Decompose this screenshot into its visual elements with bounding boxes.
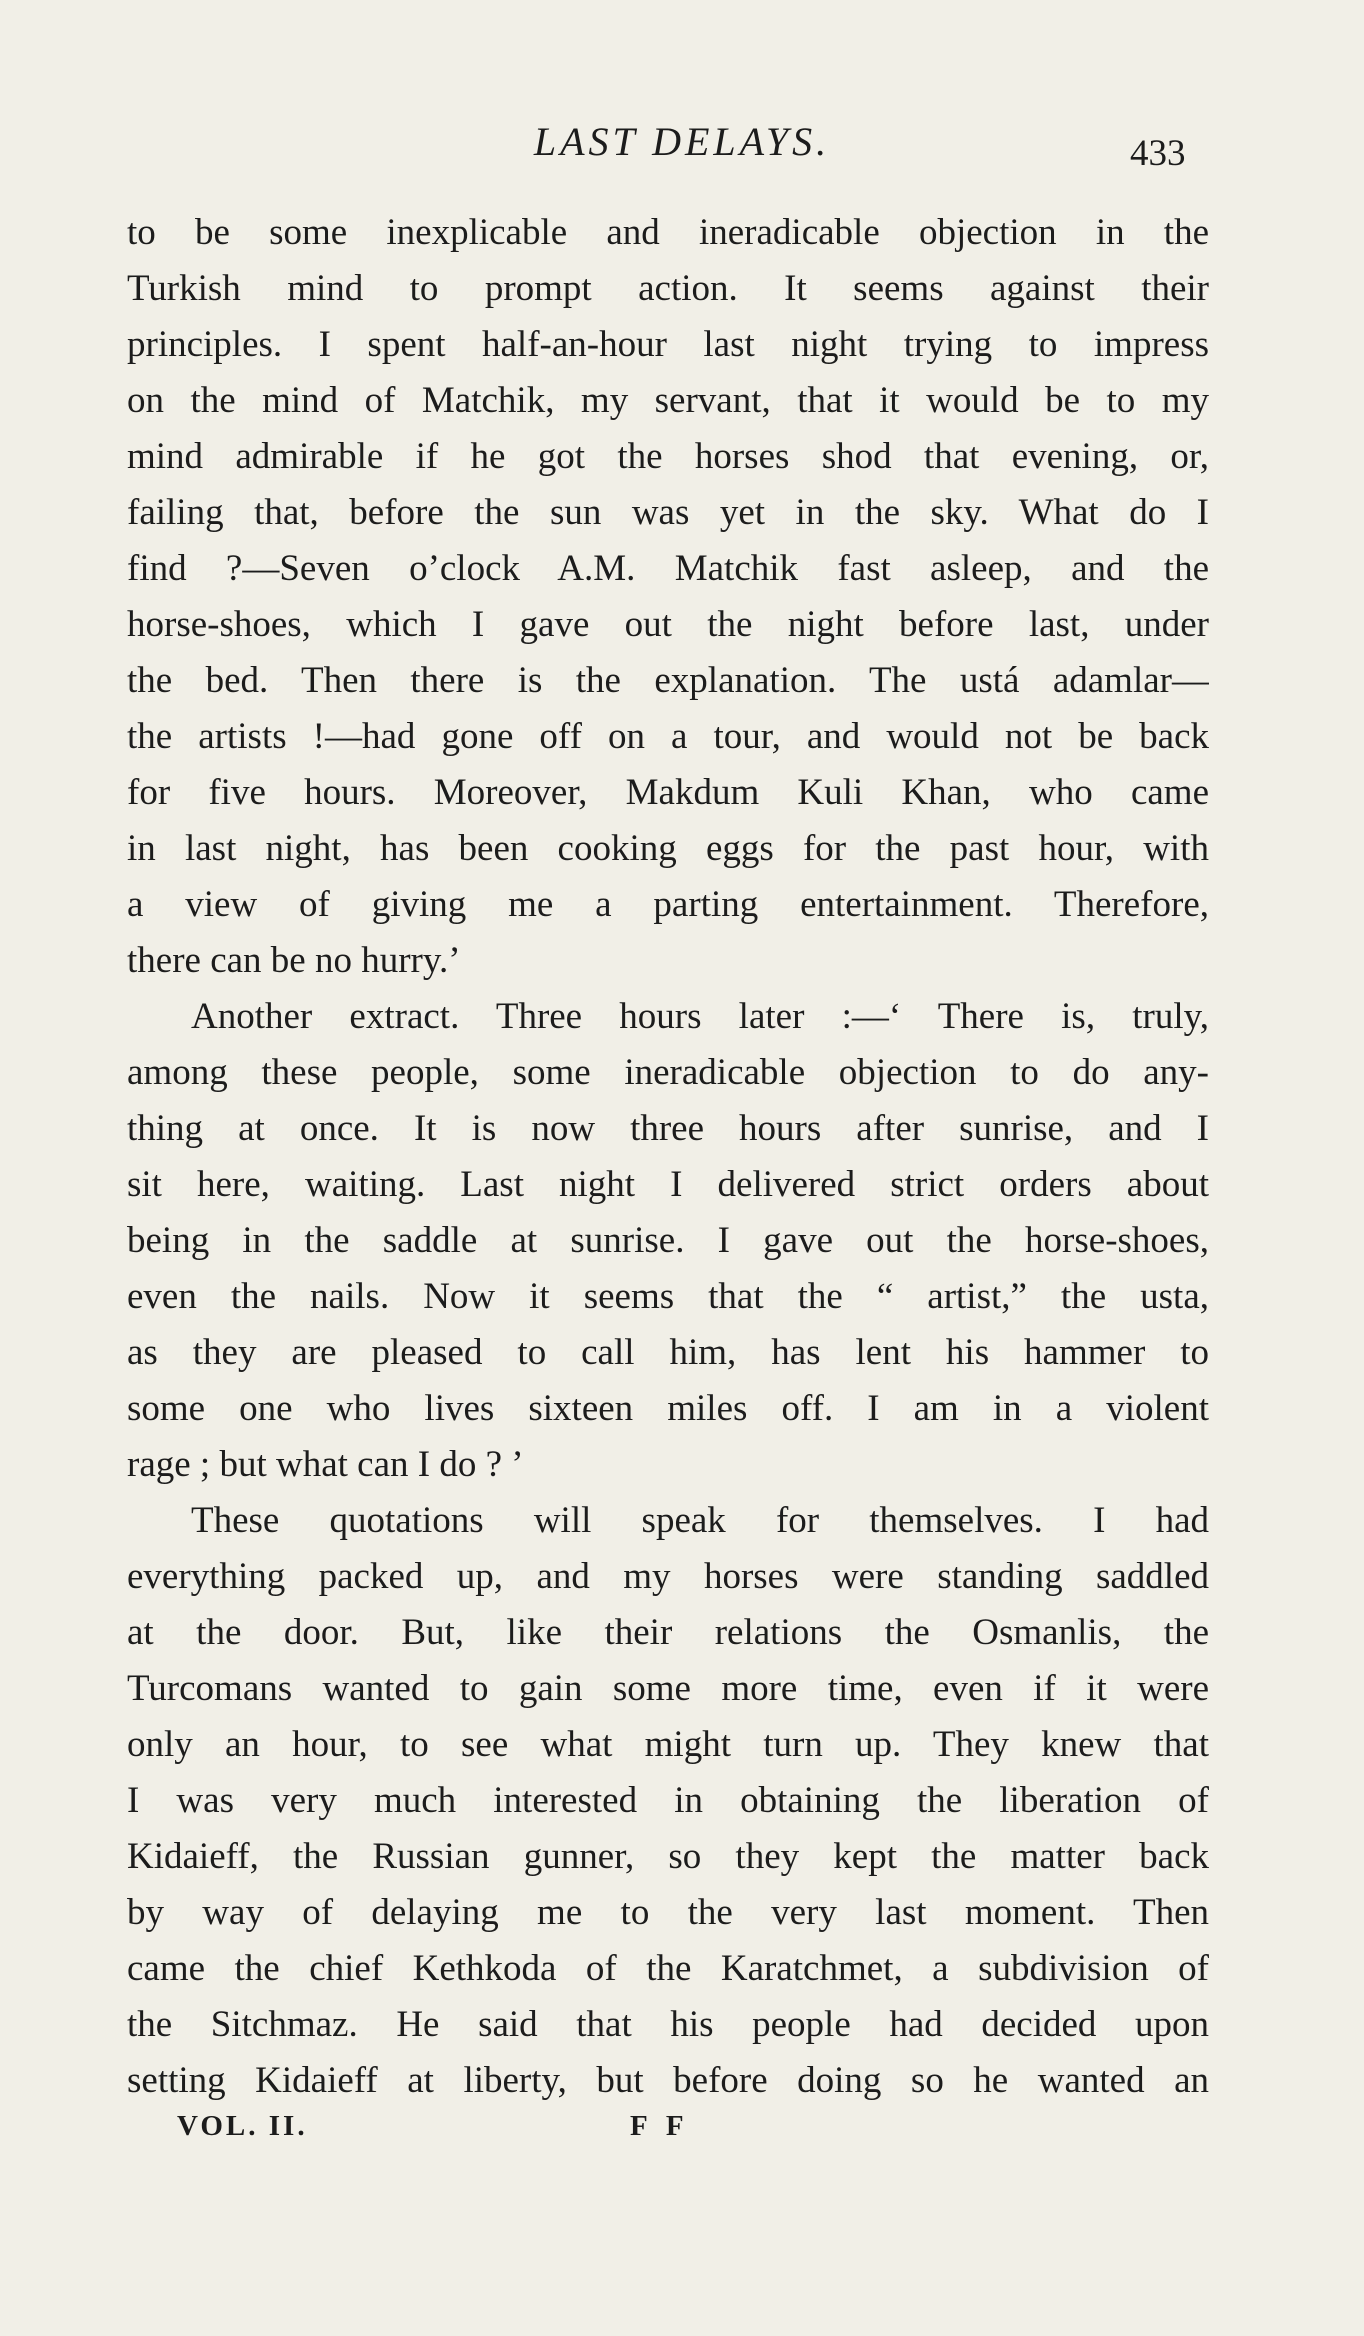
text-line: the bed. Then there is the explanation. The ustá adamlar— (127, 660, 1209, 701)
body-text (127, 205, 1209, 2109)
text-line: a view of giving me a parting entertainment. Therefore, (127, 884, 1209, 925)
text-line: mind admirable if he got the horses shod that evening, or, (127, 436, 1209, 477)
text-line: to be some inexplicable and ineradicable objection in the (127, 212, 1209, 253)
page-number: 433 (1130, 133, 1186, 174)
text-line: at the door. But, like their relations the Osmanlis, the (127, 1612, 1209, 1653)
text-line: These quotations will speak for themselves. I had (191, 1500, 1209, 1541)
text-line: find ?—Seven o’clock A.M. Matchik fast asleep, and the (127, 548, 1209, 589)
text-line: even the nails. Now it seems that the “ artist,” the usta, (127, 1276, 1209, 1317)
text-line: thing at once. It is now three hours after sunrise, and I (127, 1108, 1209, 1149)
text-line: for five hours. Moreover, Makdum Kuli Khan, who came (127, 772, 1209, 813)
text-line: Turcomans wanted to gain some more time, even if it were (127, 1668, 1209, 1709)
text-line: the Sitchmaz. He said that his people had decided upon (127, 2004, 1209, 2045)
text-line: failing that, before the sun was yet in the sky. What do I (127, 492, 1209, 533)
text-line: Kidaieff, the Russian gunner, so they kept the matter back (127, 1836, 1209, 1877)
text-line: among these people, some ineradicable objection to do any- (127, 1052, 1209, 1093)
text-line: by way of delaying me to the very last moment. Then (127, 1892, 1209, 1933)
text-line: in last night, has been cooking eggs for the past hour, with (127, 828, 1209, 869)
text-line: the artists !—had gone off on a tour, and would not be back (127, 716, 1209, 757)
text-line: everything packed up, and my horses were standing saddled (127, 1556, 1209, 1597)
running-title: LAST DELAYS. (533, 119, 831, 164)
text-line: horse-shoes, which I gave out the night before last, under (127, 604, 1209, 645)
text-line: being in the saddle at sunrise. I gave out the horse-shoes, (127, 1220, 1209, 1261)
text-line: as they are pleased to call him, has lent his hammer to (127, 1332, 1209, 1373)
text-line: Turkish mind to prompt action. It seems against their (127, 268, 1209, 309)
text-line: sit here, waiting. Last night I delivered strict orders about (127, 1164, 1209, 1205)
text-line: there can be no hurry.’ (127, 940, 461, 981)
text-line: came the chief Kethkoda of the Karatchmet, a subdivision of (127, 1948, 1209, 1989)
signature-mark: F F (630, 2110, 690, 2142)
text-line: only an hour, to see what might turn up. They knew that (127, 1724, 1209, 1765)
text-line: principles. I spent half-an-hour last night trying to impress (127, 324, 1209, 365)
text-line: rage ; but what can I do ? ’ (127, 1444, 524, 1485)
text-line: some one who lives sixteen miles off. I am in a violent (127, 1388, 1209, 1429)
text-line: on the mind of Matchik, my servant, that it would be to my (127, 380, 1209, 421)
volume-mark: VOL. II. (177, 2110, 308, 2142)
text-line: I was very much interested in obtaining the liberation of (127, 1780, 1209, 1821)
text-line: setting Kidaieff at liberty, but before doing so he wanted an (127, 2060, 1209, 2101)
text-line: Another extract. Three hours later :—‘ There is, truly, (191, 996, 1209, 1037)
